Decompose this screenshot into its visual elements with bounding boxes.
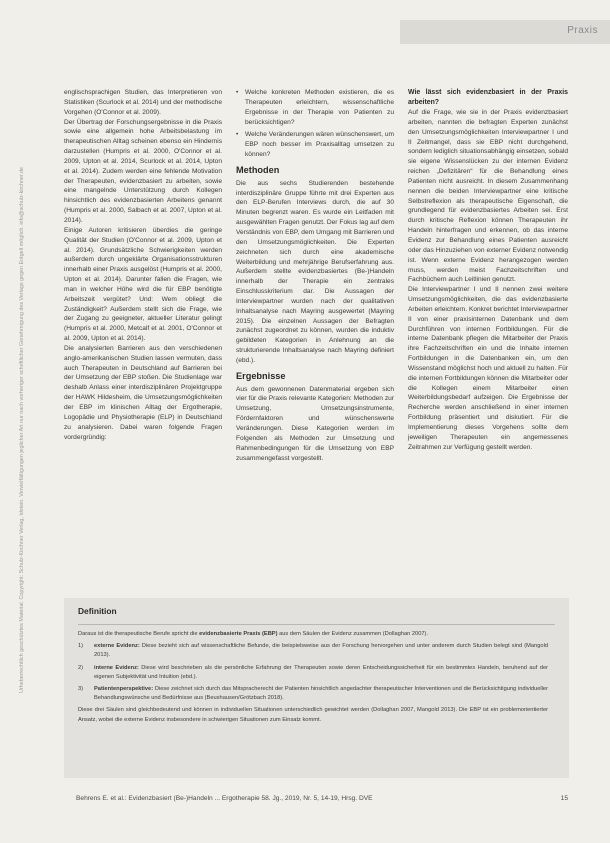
list-item [236, 130, 394, 160]
list-item-text: Welche Veränderungen wären wünschenswert, um EBP noch besser im Praxisalltag umsetzen zu können? [245, 131, 394, 159]
definition-title: Definition [78, 606, 117, 616]
bullet-icon: • [236, 89, 239, 96]
subsection-heading: Wie lässt sich evidenzbasiert in der Praxis arbeiten? [408, 89, 568, 106]
section-header-tab [400, 20, 610, 44]
intro-text: Daraus ist die therapeutische Berufe spricht die [78, 631, 200, 637]
definition-item [78, 664, 548, 682]
text-column-2 [236, 88, 394, 463]
item-label: Patientenperspektive: [94, 686, 154, 693]
paragraph: Der Übertrag der Forschungsergebnisse in die Praxis sowie eine allgemein hohe Arbeitsbelastung im therapeutischen Alltag scheinen ebenso ein Hindernis darzustellen (Humpris et al. 2000, O'Connor et al. 2009, Upton et al. 2014, Scurlock et al. 2014, Upton et al. 2014). Zudem werden eine fehlende Motivation der Therapeuten, evidenzbasiert zu arbeiten, sowie eine mangelnde Unterstützung durch Kollegen hinsichtlich des evidenzbasierten Arbeitens genannt (Humpris et al. 2000, Salbach et al. 2007, Upton et al. 2014). [64, 118, 222, 224]
paragraph: Aus dem gewonnenen Datenmaterial ergeben sich vier für die Praxis relevante Kategorien: Methoden zur Umsetzung, Umsetzungsinstrumente, Fördernfaktoren und wünschenswerte Veränderungen. Diese Kategorien werden im Folgenden als Methoden zur Umsetzung und Rahmenbedingungen für die Umsetzung von EBP zusammengefasst vorgestellt. [236, 385, 394, 462]
definition-item [78, 642, 548, 660]
item-text: Diese bezieht sich auf wissenschaftliche Befunde, die beispielsweise aus der Forschung hervorgehen und unter anderem durch Studien belegt sind (Mangold 2013). [94, 643, 548, 659]
item-number: 3) [78, 686, 84, 693]
item-label: externe Evidenz: [94, 643, 140, 650]
section-heading-ergebnisse: Ergebnisse [236, 370, 286, 381]
definition-body [78, 630, 548, 728]
section-heading-methoden: Methoden [236, 164, 280, 175]
divider [78, 624, 555, 625]
item-label: interne Evidenz: [94, 664, 139, 671]
item-text: Diese zeichnet sich durch das Mitspracherecht der Patienten hinsichtlich angedachter therapeutischer Interventionen und die Berücksichtigung individueller Behandlungswünsche und Bedürfnisse aus (Beushausen/Grötzbach 2018). [94, 686, 548, 702]
paragraph: Die aus sechs Studierenden bestehende interdisziplinäre Gruppe führte mit drei Experten aus den ELP-Berufen Interviews durch, die auf 30 Minuten begrenzt waren. Es wurde ein Leitfaden mit ausgewählten Fragen genutzt. Der Fokus lag auf dem Verständnis von EBP, dem Umgang mit Barrieren und den Umsetzungsmöglichkeiten. Die Experten zeichneten sich durch eine akademische Weiterbildung und mehrjährige Berufserfahrung aus. Außerdem stellte evidenzbasiertes (Be-)Handeln innerhalb der Therapie ein zentrales Einschlusskriterium dar. Die Aussagen der Interviewpartner wurden nach der qualitativen Inhaltsanalyse nach Mayring ausgewertet (Mayring 2015). Die einzelnen Aussagen der Befragten zunächst zugeordnet zu können, wurden die induktiv gebildeten Kategorien in Anlehnung an die strukturierende Inhaltsanalyse nach Mayring definiert (ebd.). [236, 179, 394, 364]
list-item-text: Welche konkreten Methoden existieren, die es Therapeuten erleichtern, wissenschaftliche Ergebnisse in der Therapie von Patienten zu berücksichtigen? [245, 89, 394, 126]
footer-citation: Behrens E. et al.: Evidenzbasiert (Be-)Handeln ... Ergotherapie 58. Jg., 2019, Nr. 5, 14-19, Hrsg. DVE [76, 795, 373, 802]
item-number: 1) [78, 643, 84, 650]
definition-outro: Diese drei Säulen sind gleichbedeutend und können in individuellen Situationen unterschiedlich gewichtet werden (Dollaghan 2007, Mangold 2013). Die EBP ist ein problemorientierter Ansatz, wobei die externe Evidenz insbesondere in schwierigen Situationen zum Einsatz kommt. [78, 707, 548, 723]
copyright-notice: Urheberrechtlich geschütztes Material. Copyright: Schulz-Kirchner Verlag, Idstein. Vervielfältigungen jeglicher Art nur nach vorheriger schriftlicher Genehmigung des Verlags gegen Entgelt möglich. info@schulz-kirchner.de [19, 167, 25, 693]
paragraph: Auf die Frage, wie sie in der Praxis evidenzbasiert arbeiten, nannten die befragten Experten zunächst den Umsetzungsmöglichkeiten Interviewpartner I und II Zeitmangel, dass sie EBP nicht durchgehend, sondern lediglich situationsabhängig einsetzen, sobald sie eigene Wissenslücken zu der internen Evidenz reichen „Defizitären“ für die Behandlung eines Patienten nicht ausreicht. In diesem Zusammenhang nennen die beiden Interviewpartner eine kritische Selbstreflexion als therapeutische Eigenschaft, die grundlegend für evidenzbasiertes Arbeiten sei. Erst durch kritische Reflexion können Therapeuten ihr Handeln hinterfragen und erkennen, ob das interne Evidenz zur Behandlung eines Patienten ausreicht oder das Hinzuziehen von externer Evidenz notwendig ist. Wenn externe Evidenz herangezogen werden muss, werden meist Fachzeitschriften und Fachbüchern auch Leitlinien genutzt. [408, 109, 568, 284]
intro-text: aus dem Säulen der Evidenz zusammen (Dollaghan 2007). [277, 631, 428, 637]
paragraph: Einige Autoren kritisieren überdies die geringe Qualität der Studien (O'Connor et al. 2009, Upton et al. 2014). Grundsätzliche Schwierigkeiten werden außerdem durch ungeklärte Organisationsstrukturen innerhalb einer Praxis ausgelöst (Humpris et al. 2000, Upton et al. 2014). Darunter fallen die Fragen, wie man in welcher Höhe wird die für EBP benötigte Arbeitszeit vergütet? Und: Wem obliegt die Zuständigkeit? Außerdem stellt sich die Frage, wie der Zugang zu geeigneter, aktueller Literatur gelingt (Humpris et al. 2000, Metcalf et al. 2001, O'Connor et al. 2009, Upton et al. 2014). [64, 226, 222, 343]
definition-item [78, 685, 548, 703]
bullet-icon: • [236, 131, 239, 139]
item-number: 2) [78, 664, 84, 671]
paragraph: Die analysierten Barrieren aus den verschiedenen anglo-amerikanischen Studien lassen vermuten, dass auch Therapeuten in Deutschland auf Barrieren bei der Umsetzung der EBP stoßen. Die Studienlage war deshalb Anlass einer interdisziplinären Projektgruppe der HAWK Hildesheim, die Umsetzungsmöglichkeiten der EBP im klinischen Alltag der Ergotherapie, Logopädie und Physiotherapie (ELP) in Deutschland zu analysieren. Dabei waren folgende Fragen vordergründig: [64, 344, 222, 441]
paragraph: englischsprachigen Studien, das Interpretieren von Statistiken (Scurlock et al. 2014) und der methodische Vorgehen (O'Connor et al. 2009). [64, 89, 222, 116]
text-column-1 [64, 88, 222, 442]
text-column-3 [408, 88, 568, 453]
item-text: Diese wird beschrieben als die persönliche Erfahrung der Therapeuten sowie deren Entscheidungssicherheit für ein bestimmtes Handeln, beruhend auf der eigenen Subjektivität und Intuition (ebd.). [94, 664, 548, 680]
definition-box [64, 598, 569, 778]
page-number: 15 [560, 795, 568, 802]
list-item [236, 88, 394, 127]
paragraph: Die Interviewpartner I und II nennen zwei weitere Umsetzungsmöglichkeiten, die das evidenzbasierte Arbeiten erleichtern. Konkret berichtet Interviewpartner II von einer praxisinternen Datenbank und dem Durchführen von internen Fortbildungen. Für die interne Datenbank pflegen die Mitarbeiter der Praxis ihre Fachzeitschriften ein und die Inhalte internen Fortbildungen in die Datenbanken ein, um den Wissenstand möglichst hoch und aktuell zu halten. Für die internen Fortbildungen können die Mitarbeiter oder die Kollegen einem Mitarbeiter einen Weiterbildungsbedarf aufzeigen. Die Ergebnisse der Recherche werden anschließend in einer internen Fortbildung präsentiert und diskutiert. Für die Implementierung dieses Vorgehens sollte dem jeweiligen Therapeuten ein angemessenes Zeitrahmen zur Verfügung gestellt werden. [408, 286, 568, 451]
intro-bold-term: evidenzbasierte Praxis (EBP) [199, 631, 278, 637]
definition-intro [78, 630, 548, 639]
section-label: Praxis [567, 25, 598, 36]
